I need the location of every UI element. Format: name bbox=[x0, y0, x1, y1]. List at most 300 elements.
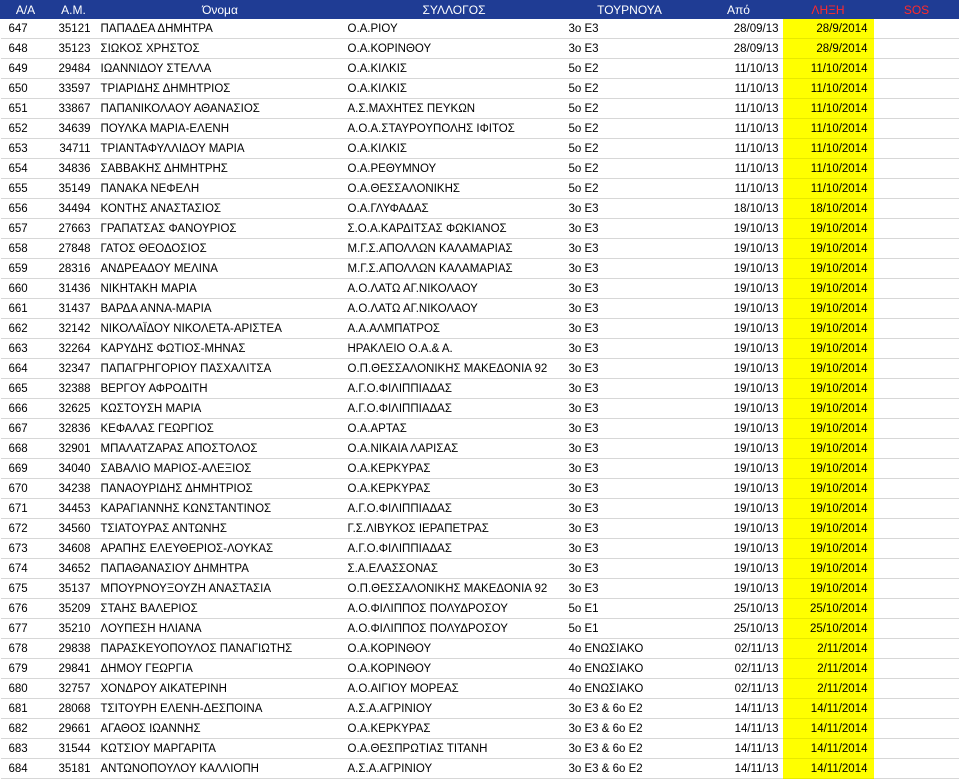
row-club: Μ.Γ.Σ.ΑΠΟΛΛΩΝ ΚΑΛΑΜΑΡΙΑΣ bbox=[344, 239, 565, 259]
row-club: Α.Ο.ΦΙΛΙΠΠΟΣ ΠΟΛΥΔΡΟΣΟΥ bbox=[344, 599, 565, 619]
row-am: 35121 bbox=[51, 19, 97, 39]
row-expiry: 19/10/2014 bbox=[783, 319, 874, 339]
row-am: 32901 bbox=[51, 439, 97, 459]
row-tournament: 3ο Ε3 bbox=[565, 499, 695, 519]
row-name: ΠΑΡΑΣΚΕΥΟΠΟΥΛΟΣ ΠΑΝΑΓΙΩΤΗΣ bbox=[97, 639, 344, 659]
table-row bbox=[1, 99, 959, 119]
row-tournament: 3ο Ε3 & 6ο Ε2 bbox=[565, 759, 695, 779]
row-am: 35181 bbox=[51, 759, 97, 779]
table-row bbox=[1, 419, 959, 439]
row-club: Ο.Α.ΝΙΚΑΙΑ ΛΑΡΙΣΑΣ bbox=[344, 439, 565, 459]
row-from: 02/11/13 bbox=[695, 679, 783, 699]
row-tournament: 3ο Ε3 bbox=[565, 439, 695, 459]
row-sos bbox=[874, 179, 959, 199]
header-aa: Α/Α bbox=[1, 1, 51, 19]
table-row bbox=[1, 519, 959, 539]
row-expiry: 19/10/2014 bbox=[783, 519, 874, 539]
table-row bbox=[1, 319, 959, 339]
table-row bbox=[1, 79, 959, 99]
row-aa: 679 bbox=[1, 659, 51, 679]
row-am: 31436 bbox=[51, 279, 97, 299]
row-from: 19/10/13 bbox=[695, 559, 783, 579]
row-sos bbox=[874, 699, 959, 719]
table-row bbox=[1, 679, 959, 699]
row-expiry: 14/11/2014 bbox=[783, 739, 874, 759]
row-expiry: 19/10/2014 bbox=[783, 219, 874, 239]
row-aa: 649 bbox=[1, 59, 51, 79]
row-am: 34639 bbox=[51, 119, 97, 139]
table-row bbox=[1, 659, 959, 679]
table-row bbox=[1, 699, 959, 719]
row-expiry: 2/11/2014 bbox=[783, 679, 874, 699]
row-expiry: 19/10/2014 bbox=[783, 459, 874, 479]
row-aa: 659 bbox=[1, 259, 51, 279]
row-expiry: 19/10/2014 bbox=[783, 419, 874, 439]
row-aa: 676 bbox=[1, 599, 51, 619]
row-am: 32142 bbox=[51, 319, 97, 339]
row-expiry: 14/11/2014 bbox=[783, 759, 874, 779]
row-tournament: 3ο Ε3 bbox=[565, 259, 695, 279]
table-row bbox=[1, 539, 959, 559]
row-name: ΠΑΝΑΟΥΡΙΔΗΣ ΔΗΜΗΤΡΙΟΣ bbox=[97, 479, 344, 499]
row-sos bbox=[874, 159, 959, 179]
row-aa: 668 bbox=[1, 439, 51, 459]
row-expiry: 11/10/2014 bbox=[783, 159, 874, 179]
row-sos bbox=[874, 439, 959, 459]
row-club: ΗΡΑΚΛΕΙΟ Ο.Α.& Α. bbox=[344, 339, 565, 359]
row-tournament: 3ο Ε3 bbox=[565, 559, 695, 579]
row-am: 32264 bbox=[51, 339, 97, 359]
row-name: ΠΑΠΑΝΙΚΟΛΑΟΥ ΑΘΑΝΑΣΙΟΣ bbox=[97, 99, 344, 119]
row-tournament: 3ο Ε3 & 6ο Ε2 bbox=[565, 739, 695, 759]
row-from: 19/10/13 bbox=[695, 499, 783, 519]
table-row bbox=[1, 499, 959, 519]
row-expiry: 14/11/2014 bbox=[783, 719, 874, 739]
row-aa: 654 bbox=[1, 159, 51, 179]
table-row bbox=[1, 299, 959, 319]
row-am: 35210 bbox=[51, 619, 97, 639]
row-name: ΙΩΑΝΝΙΔΟΥ ΣΤΕΛΛΑ bbox=[97, 59, 344, 79]
row-name: ΤΡΙΑΝΤΑΦΥΛΛΙΔΟΥ ΜΑΡΙΑ bbox=[97, 139, 344, 159]
row-club: Ο.Α.ΘΕΣΣΑΛΟΝΙΚΗΣ bbox=[344, 179, 565, 199]
row-club: Σ.Ο.Α.ΚΑΡΔΙΤΣΑΣ ΦΩΚΙΑΝΟΣ bbox=[344, 219, 565, 239]
row-aa: 671 bbox=[1, 499, 51, 519]
row-club: Α.Ο.ΑΙΓΙΟΥ ΜΟΡΕΑΣ bbox=[344, 679, 565, 699]
row-am: 29484 bbox=[51, 59, 97, 79]
row-aa: 651 bbox=[1, 99, 51, 119]
row-name: ΚΑΡΥΔΗΣ ΦΩΤΙΟΣ-ΜΗΝΑΣ bbox=[97, 339, 344, 359]
row-from: 28/09/13 bbox=[695, 39, 783, 59]
row-name: ΠΑΠΑΘΑΝΑΣΙΟΥ ΔΗΜΗΤΡΑ bbox=[97, 559, 344, 579]
row-tournament: 3ο Ε3 bbox=[565, 459, 695, 479]
row-aa: 653 bbox=[1, 139, 51, 159]
row-name: ΑΝΤΩΝΟΠΟΥΛΟΥ ΚΑΛΛΙΟΠΗ bbox=[97, 759, 344, 779]
row-expiry: 19/10/2014 bbox=[783, 479, 874, 499]
header-sos: SOS bbox=[874, 1, 959, 19]
row-club: Α.Γ.Ο.ΦΙΛΙΠΠΙΑΔΑΣ bbox=[344, 399, 565, 419]
row-from: 11/10/13 bbox=[695, 179, 783, 199]
row-from: 19/10/13 bbox=[695, 359, 783, 379]
row-name: ΠΑΠΑΓΡΗΓΟΡΙΟΥ ΠΑΣΧΑΛΙΤΣΑ bbox=[97, 359, 344, 379]
row-am: 34453 bbox=[51, 499, 97, 519]
row-expiry: 19/10/2014 bbox=[783, 299, 874, 319]
row-name: ΚΑΡΑΓΙΑΝΝΗΣ ΚΩΝΣΤΑΝΤΙΝΟΣ bbox=[97, 499, 344, 519]
row-club: Α.Ο.ΦΙΛΙΠΠΟΣ ΠΟΛΥΔΡΟΣΟΥ bbox=[344, 619, 565, 639]
table-row bbox=[1, 339, 959, 359]
table-row bbox=[1, 379, 959, 399]
row-aa: 657 bbox=[1, 219, 51, 239]
row-aa: 673 bbox=[1, 539, 51, 559]
row-tournament: 3ο Ε3 bbox=[565, 239, 695, 259]
row-tournament: 3ο Ε3 bbox=[565, 479, 695, 499]
row-aa: 670 bbox=[1, 479, 51, 499]
row-sos bbox=[874, 379, 959, 399]
row-am: 28068 bbox=[51, 699, 97, 719]
row-am: 29841 bbox=[51, 659, 97, 679]
row-name: ΔΗΜΟΥ ΓΕΩΡΓΙΑ bbox=[97, 659, 344, 679]
row-sos bbox=[874, 619, 959, 639]
row-club: Ο.Α.ΚΕΡΚΥΡΑΣ bbox=[344, 459, 565, 479]
table-row bbox=[1, 579, 959, 599]
row-am: 29838 bbox=[51, 639, 97, 659]
table-row bbox=[1, 259, 959, 279]
row-expiry: 19/10/2014 bbox=[783, 539, 874, 559]
row-from: 02/11/13 bbox=[695, 659, 783, 679]
row-from: 11/10/13 bbox=[695, 59, 783, 79]
row-am: 34040 bbox=[51, 459, 97, 479]
row-tournament: 3ο Ε3 bbox=[565, 539, 695, 559]
row-expiry: 11/10/2014 bbox=[783, 99, 874, 119]
row-from: 11/10/13 bbox=[695, 79, 783, 99]
row-tournament: 3ο Ε3 bbox=[565, 419, 695, 439]
row-club: Α.Ο.ΛΑΤΩ ΑΓ.ΝΙΚΟΛΑΟΥ bbox=[344, 299, 565, 319]
row-expiry: 19/10/2014 bbox=[783, 399, 874, 419]
row-tournament: 3ο Ε3 bbox=[565, 339, 695, 359]
row-sos bbox=[874, 199, 959, 219]
row-tournament: 3ο Ε3 bbox=[565, 39, 695, 59]
row-expiry: 11/10/2014 bbox=[783, 59, 874, 79]
row-aa: 677 bbox=[1, 619, 51, 639]
row-expiry: 19/10/2014 bbox=[783, 379, 874, 399]
row-from: 19/10/13 bbox=[695, 579, 783, 599]
row-am: 34652 bbox=[51, 559, 97, 579]
header-name: Όνομα bbox=[97, 1, 344, 19]
row-name: ΤΣΙΑΤΟΥΡΑΣ ΑΝΤΩΝΗΣ bbox=[97, 519, 344, 539]
row-from: 19/10/13 bbox=[695, 319, 783, 339]
row-from: 19/10/13 bbox=[695, 459, 783, 479]
row-am: 35123 bbox=[51, 39, 97, 59]
row-expiry: 19/10/2014 bbox=[783, 279, 874, 299]
row-aa: 674 bbox=[1, 559, 51, 579]
row-aa: 678 bbox=[1, 639, 51, 659]
row-name: ΠΑΝΑΚΑ ΝΕΦΕΛΗ bbox=[97, 179, 344, 199]
table-row bbox=[1, 359, 959, 379]
row-aa: 675 bbox=[1, 579, 51, 599]
row-name: ΣΤΑΗΣ ΒΑΛΕΡΙΟΣ bbox=[97, 599, 344, 619]
row-aa: 650 bbox=[1, 79, 51, 99]
row-tournament: 5ο Ε2 bbox=[565, 99, 695, 119]
row-expiry: 18/10/2014 bbox=[783, 199, 874, 219]
row-sos bbox=[874, 599, 959, 619]
row-aa: 655 bbox=[1, 179, 51, 199]
row-club: Ο.Α.ΚΟΡΙΝΘΟΥ bbox=[344, 639, 565, 659]
row-expiry: 2/11/2014 bbox=[783, 659, 874, 679]
table-row bbox=[1, 159, 959, 179]
row-aa: 664 bbox=[1, 359, 51, 379]
table-row bbox=[1, 219, 959, 239]
row-from: 19/10/13 bbox=[695, 239, 783, 259]
row-name: ΧΟΝΔΡΟΥ ΑΙΚΑΤΕΡΙΝΗ bbox=[97, 679, 344, 699]
row-sos bbox=[874, 579, 959, 599]
row-am: 32836 bbox=[51, 419, 97, 439]
row-from: 14/11/13 bbox=[695, 739, 783, 759]
row-aa: 656 bbox=[1, 199, 51, 219]
table-row bbox=[1, 459, 959, 479]
row-aa: 647 bbox=[1, 19, 51, 39]
row-sos bbox=[874, 539, 959, 559]
row-club: Α.Ο.Α.ΣΤΑΥΡΟΥΠΟΛΗΣ ΙΦΙΤΟΣ bbox=[344, 119, 565, 139]
row-expiry: 11/10/2014 bbox=[783, 79, 874, 99]
row-am: 35137 bbox=[51, 579, 97, 599]
row-am: 31437 bbox=[51, 299, 97, 319]
row-expiry: 25/10/2014 bbox=[783, 619, 874, 639]
row-name: ΑΡΑΠΗΣ ΕΛΕΥΘΕΡΙΟΣ-ΛΟΥΚΑΣ bbox=[97, 539, 344, 559]
row-aa: 663 bbox=[1, 339, 51, 359]
row-aa: 669 bbox=[1, 459, 51, 479]
row-sos bbox=[874, 319, 959, 339]
row-am: 34836 bbox=[51, 159, 97, 179]
row-name: ΝΙΚΟΛΑΪΔΟΥ ΝΙΚΟΛΕΤΑ-ΑΡΙΣΤΕΑ bbox=[97, 319, 344, 339]
row-from: 18/10/13 bbox=[695, 199, 783, 219]
row-name: ΒΑΡΔΑ ΑΝΝΑ-ΜΑΡΙΑ bbox=[97, 299, 344, 319]
header-expiry: ΛΗΞΗ bbox=[783, 1, 874, 19]
row-tournament: 5ο Ε1 bbox=[565, 599, 695, 619]
table-row bbox=[1, 139, 959, 159]
table-row bbox=[1, 599, 959, 619]
row-sos bbox=[874, 479, 959, 499]
row-club: Ο.Α.ΡΙΟΥ bbox=[344, 19, 565, 39]
table-row bbox=[1, 59, 959, 79]
row-am: 34494 bbox=[51, 199, 97, 219]
table-row bbox=[1, 619, 959, 639]
row-club: Σ.Α.ΕΛΑΣΣΟΝΑΣ bbox=[344, 559, 565, 579]
row-sos bbox=[874, 639, 959, 659]
row-am: 35149 bbox=[51, 179, 97, 199]
table-row bbox=[1, 239, 959, 259]
row-expiry: 19/10/2014 bbox=[783, 259, 874, 279]
row-aa: 681 bbox=[1, 699, 51, 719]
table-row bbox=[1, 399, 959, 419]
row-from: 19/10/13 bbox=[695, 219, 783, 239]
row-name: ΛΟΥΠΕΣΗ ΗΛΙΑΝΑ bbox=[97, 619, 344, 639]
row-am: 31544 bbox=[51, 739, 97, 759]
row-expiry: 25/10/2014 bbox=[783, 599, 874, 619]
row-tournament: 5ο Ε1 bbox=[565, 619, 695, 639]
row-tournament: 5ο Ε2 bbox=[565, 179, 695, 199]
row-sos bbox=[874, 359, 959, 379]
row-club: Α.Σ.Α.ΑΓΡΙΝΙΟΥ bbox=[344, 759, 565, 779]
row-club: Ο.Π.ΘΕΣΣΑΛΟΝΙΚΗΣ ΜΑΚΕΔΟΝΙΑ 92 bbox=[344, 579, 565, 599]
row-from: 11/10/13 bbox=[695, 139, 783, 159]
table-body bbox=[1, 19, 959, 779]
row-tournament: 5ο Ε2 bbox=[565, 59, 695, 79]
row-from: 19/10/13 bbox=[695, 279, 783, 299]
row-club: Ο.Α.ΓΛΥΦΑΔΑΣ bbox=[344, 199, 565, 219]
row-club: Ο.Α.ΚΕΡΚΥΡΑΣ bbox=[344, 479, 565, 499]
row-from: 14/11/13 bbox=[695, 699, 783, 719]
row-expiry: 19/10/2014 bbox=[783, 359, 874, 379]
row-expiry: 11/10/2014 bbox=[783, 119, 874, 139]
row-from: 19/10/13 bbox=[695, 299, 783, 319]
row-from: 28/09/13 bbox=[695, 19, 783, 39]
row-am: 33867 bbox=[51, 99, 97, 119]
row-expiry: 19/10/2014 bbox=[783, 579, 874, 599]
row-sos bbox=[874, 59, 959, 79]
row-tournament: 3ο Ε3 bbox=[565, 319, 695, 339]
table-row bbox=[1, 559, 959, 579]
row-sos bbox=[874, 739, 959, 759]
row-sos bbox=[874, 399, 959, 419]
table-row bbox=[1, 739, 959, 759]
row-tournament: 3ο Ε3 bbox=[565, 579, 695, 599]
row-sos bbox=[874, 459, 959, 479]
row-expiry: 11/10/2014 bbox=[783, 179, 874, 199]
row-sos bbox=[874, 79, 959, 99]
row-sos bbox=[874, 119, 959, 139]
row-tournament: 3ο Ε3 bbox=[565, 299, 695, 319]
row-am: 27663 bbox=[51, 219, 97, 239]
row-tournament: 4ο ΕΝΩΣΙΑΚΟ bbox=[565, 679, 695, 699]
table-row bbox=[1, 279, 959, 299]
table-row bbox=[1, 479, 959, 499]
header-am: Α.Μ. bbox=[51, 1, 97, 19]
row-sos bbox=[874, 719, 959, 739]
row-club: Ο.Α.ΑΡΤΑΣ bbox=[344, 419, 565, 439]
row-tournament: 3ο Ε3 bbox=[565, 399, 695, 419]
row-club: Ο.Π.ΘΕΣΣΑΛΟΝΙΚΗΣ ΜΑΚΕΔΟΝΙΑ 92 bbox=[344, 359, 565, 379]
row-aa: 648 bbox=[1, 39, 51, 59]
row-sos bbox=[874, 659, 959, 679]
row-sos bbox=[874, 139, 959, 159]
row-tournament: 3ο Ε3 bbox=[565, 19, 695, 39]
row-from: 25/10/13 bbox=[695, 599, 783, 619]
row-from: 14/11/13 bbox=[695, 719, 783, 739]
header-from: Από bbox=[695, 1, 783, 19]
table-row bbox=[1, 179, 959, 199]
table-row bbox=[1, 719, 959, 739]
row-tournament: 3ο Ε3 bbox=[565, 279, 695, 299]
row-am: 28316 bbox=[51, 259, 97, 279]
row-am: 27848 bbox=[51, 239, 97, 259]
row-club: Α.Ο.ΛΑΤΩ ΑΓ.ΝΙΚΟΛΑΟΥ bbox=[344, 279, 565, 299]
row-club: Α.Σ.Α.ΑΓΡΙΝΙΟΥ bbox=[344, 699, 565, 719]
row-expiry: 19/10/2014 bbox=[783, 499, 874, 519]
row-sos bbox=[874, 239, 959, 259]
row-sos bbox=[874, 99, 959, 119]
row-sos bbox=[874, 759, 959, 779]
row-from: 11/10/13 bbox=[695, 159, 783, 179]
row-name: ΠΑΠΑΔΕΑ ΔΗΜΗΤΡΑ bbox=[97, 19, 344, 39]
row-club: Ο.Α.ΚΙΛΚΙΣ bbox=[344, 59, 565, 79]
row-expiry: 14/11/2014 bbox=[783, 699, 874, 719]
row-club: Α.Γ.Ο.ΦΙΛΙΠΠΙΑΔΑΣ bbox=[344, 539, 565, 559]
row-club: Ο.Α.ΚΕΡΚΥΡΑΣ bbox=[344, 719, 565, 739]
row-club: Ο.Α.ΚΟΡΙΝΘΟΥ bbox=[344, 659, 565, 679]
row-aa: 672 bbox=[1, 519, 51, 539]
row-from: 19/10/13 bbox=[695, 399, 783, 419]
row-sos bbox=[874, 419, 959, 439]
row-name: ΣΑΒΒΑΚΗΣ ΔΗΜΗΤΡΗΣ bbox=[97, 159, 344, 179]
row-name: ΚΟΝΤΗΣ ΑΝΑΣΤΑΣΙΟΣ bbox=[97, 199, 344, 219]
row-am: 35209 bbox=[51, 599, 97, 619]
row-tournament: 3ο Ε3 bbox=[565, 219, 695, 239]
row-from: 19/10/13 bbox=[695, 259, 783, 279]
row-am: 33597 bbox=[51, 79, 97, 99]
row-sos bbox=[874, 219, 959, 239]
row-expiry: 2/11/2014 bbox=[783, 639, 874, 659]
row-sos bbox=[874, 39, 959, 59]
row-name: ΑΝΔΡΕΑΔΟΥ ΜΕΛΙΝΑ bbox=[97, 259, 344, 279]
row-am: 32625 bbox=[51, 399, 97, 419]
row-sos bbox=[874, 339, 959, 359]
table-row bbox=[1, 119, 959, 139]
row-name: ΤΣΙΤΟΥΡΗ ΕΛΕΝΗ-ΔΕΣΠΟΙΝΑ bbox=[97, 699, 344, 719]
row-sos bbox=[874, 259, 959, 279]
row-club: Ο.Α.ΚΙΛΚΙΣ bbox=[344, 139, 565, 159]
row-aa: 682 bbox=[1, 719, 51, 739]
row-expiry: 19/10/2014 bbox=[783, 339, 874, 359]
row-aa: 661 bbox=[1, 299, 51, 319]
row-expiry: 28/9/2014 bbox=[783, 39, 874, 59]
row-from: 19/10/13 bbox=[695, 519, 783, 539]
row-tournament: 3ο Ε3 bbox=[565, 379, 695, 399]
row-name: ΣΑΒΑΛΙΟ ΜΑΡΙΟΣ-ΑΛΕΞΙΟΣ bbox=[97, 459, 344, 479]
row-tournament: 5ο Ε2 bbox=[565, 159, 695, 179]
row-club: Ο.Α.ΚΟΡΙΝΘΟΥ bbox=[344, 39, 565, 59]
table-row bbox=[1, 639, 959, 659]
row-aa: 652 bbox=[1, 119, 51, 139]
row-name: ΒΕΡΓΟΥ ΑΦΡΟΔΙΤΗ bbox=[97, 379, 344, 399]
row-name: ΣΙΩΚΟΣ ΧΡΗΣΤΟΣ bbox=[97, 39, 344, 59]
table-row bbox=[1, 199, 959, 219]
row-from: 19/10/13 bbox=[695, 439, 783, 459]
row-am: 29661 bbox=[51, 719, 97, 739]
row-club: Γ.Σ.ΛΙΒΥΚΟΣ ΙΕΡΑΠΕΤΡΑΣ bbox=[344, 519, 565, 539]
header-tournament: ΤΟΥΡΝΟΥΑ bbox=[565, 1, 695, 19]
row-tournament: 3ο Ε3 bbox=[565, 519, 695, 539]
row-name: ΓΡΑΠΑΤΣΑΣ ΦΑΝΟΥΡΙΟΣ bbox=[97, 219, 344, 239]
row-from: 19/10/13 bbox=[695, 539, 783, 559]
table-row bbox=[1, 39, 959, 59]
row-am: 32757 bbox=[51, 679, 97, 699]
table-row bbox=[1, 19, 959, 39]
table-row bbox=[1, 439, 959, 459]
row-sos bbox=[874, 299, 959, 319]
row-expiry: 19/10/2014 bbox=[783, 239, 874, 259]
row-club: Α.Γ.Ο.ΦΙΛΙΠΠΙΑΔΑΣ bbox=[344, 499, 565, 519]
row-name: ΓΑΤΟΣ ΘΕΟΔΟΣΙΟΣ bbox=[97, 239, 344, 259]
row-aa: 680 bbox=[1, 679, 51, 699]
row-aa: 667 bbox=[1, 419, 51, 439]
row-tournament: 3ο Ε3 bbox=[565, 359, 695, 379]
row-am: 32388 bbox=[51, 379, 97, 399]
row-am: 32347 bbox=[51, 359, 97, 379]
row-expiry: 19/10/2014 bbox=[783, 439, 874, 459]
row-name: ΤΡΙΑΡΙΔΗΣ ΔΗΜΗΤΡΙΟΣ bbox=[97, 79, 344, 99]
row-aa: 666 bbox=[1, 399, 51, 419]
row-expiry: 28/9/2014 bbox=[783, 19, 874, 39]
row-aa: 665 bbox=[1, 379, 51, 399]
